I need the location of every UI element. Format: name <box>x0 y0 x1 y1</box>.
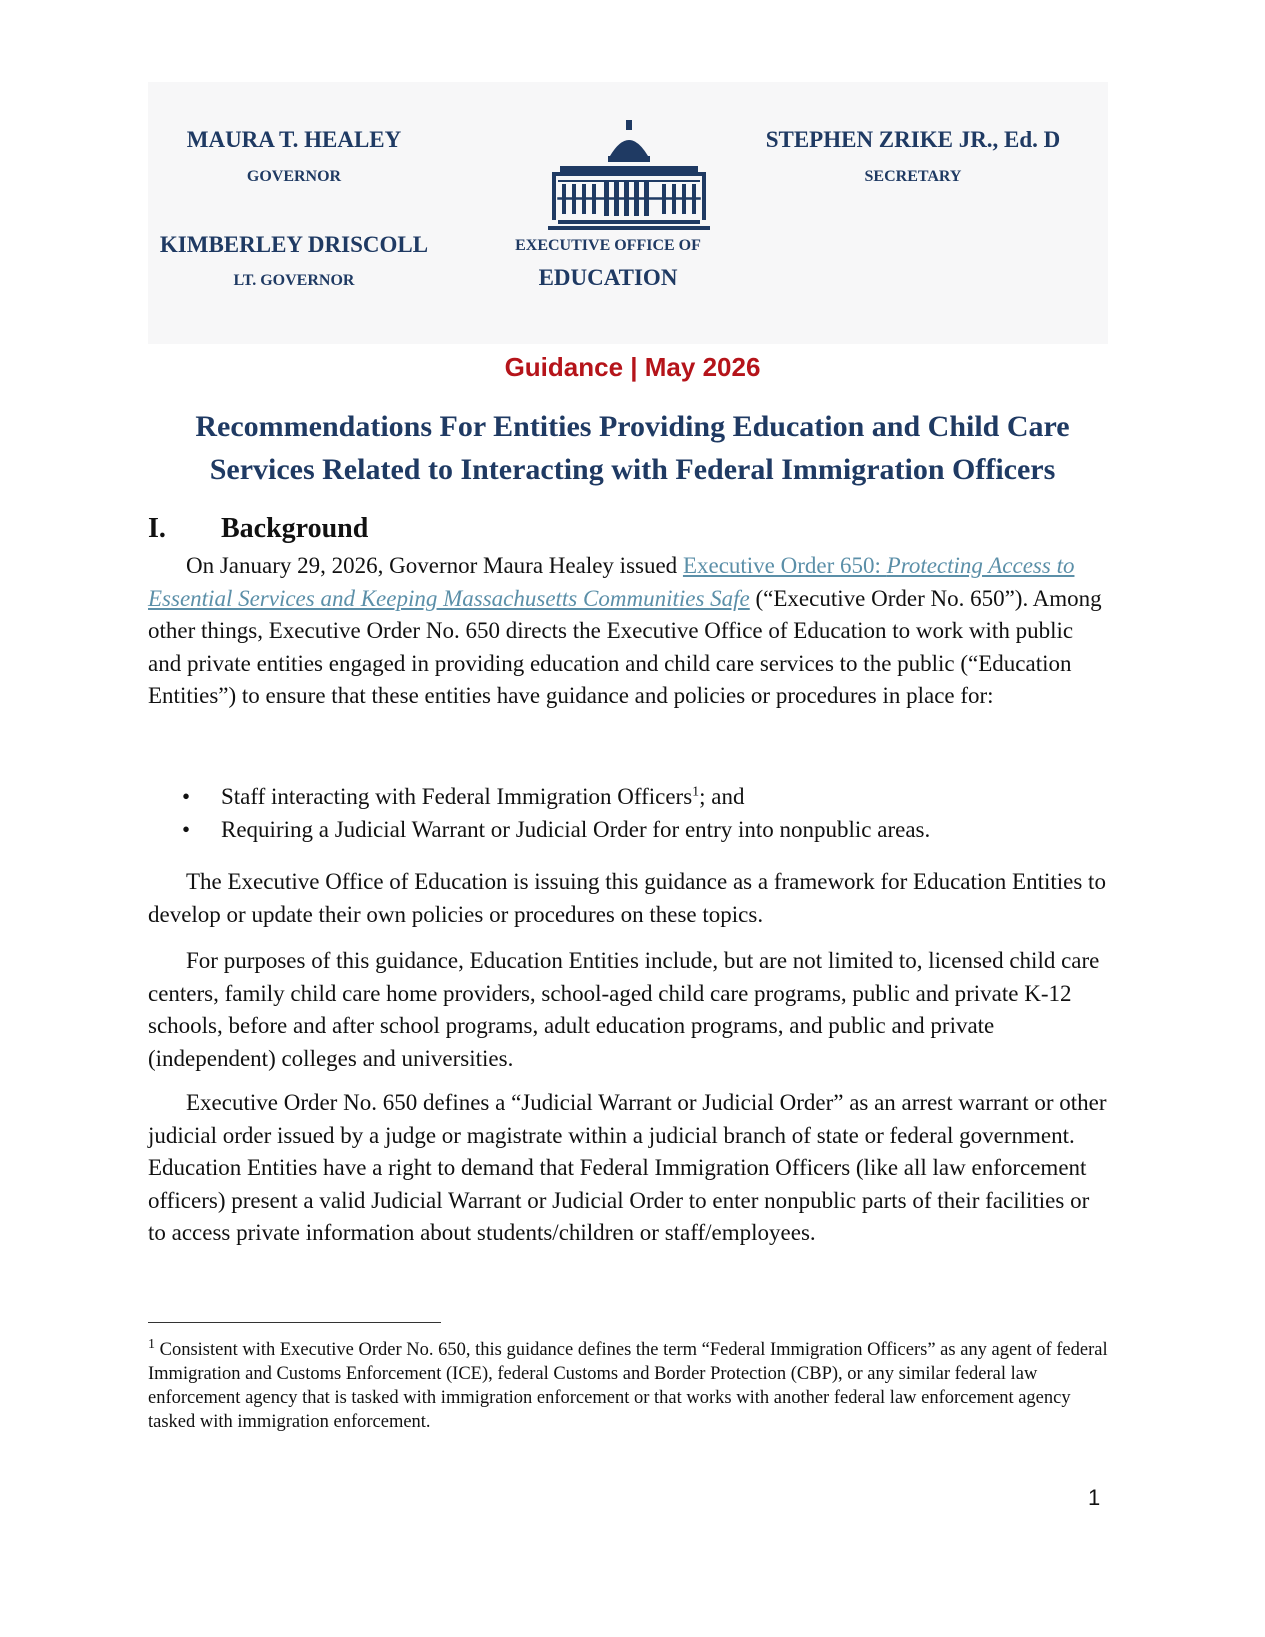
background-paragraph-4 <box>148 1087 1108 1250</box>
section-heading: Background <box>221 513 369 544</box>
p1-text-after-link: (“Executive Order No. 650”). Among other things, Executive Order No. 650 directs the Executive Office of Education to work with public and private entities engaged in providing education and child care services to the public (“Education Entities”) to ensure that these entities have guidance and policies or procedures in place for: <box>148 585 1102 708</box>
background-paragraph-3 <box>148 945 1108 1075</box>
list-item <box>148 813 1108 846</box>
bullet-text: Staff interacting with Federal Immigration Officers <box>221 784 693 809</box>
bullet-icon: • <box>182 817 191 842</box>
section-number: I. <box>148 513 166 544</box>
footnote-divider <box>148 1322 441 1323</box>
p1-text-before-link: On January 29, 2026, Governor Maura Healey issued <box>186 553 683 578</box>
footnote-marker: 1 <box>148 1336 155 1352</box>
bullet-text: Requiring a Judicial Warrant or Judicial Order for entry into nonpublic areas. <box>221 817 931 842</box>
page-number: 1 <box>1088 1485 1101 1510</box>
link-italic-text: Protecting Access to Essential Services and Keeping Massachusetts Communities Safe <box>148 553 1075 611</box>
link-text: Executive Order 650: <box>682 553 887 578</box>
governor-title: GOVERNOR <box>246 168 342 185</box>
title-line-1: Recommendations For Entities Providing Education and Child Care <box>195 410 1070 443</box>
state-house-seal-icon <box>548 120 710 230</box>
bullet-text-suffix: ; and <box>699 784 745 809</box>
bullet-icon: • <box>182 784 191 809</box>
office-name: EDUCATION <box>538 265 678 290</box>
footnote-text: Consistent with Executive Order No. 650, this guidance defines the term “Federal Immigration Officers” as any agent of federal Immigration and Customs Enforcement (ICE), federal Customs and Border Protection (CBP), or any similar federal law enforcement agency that is tasked with immigration enforcement or that works with another federal law enforcement agency tasked with immigration enforcement. <box>148 1340 1108 1432</box>
lt-governor-title: LT. GOVERNOR <box>233 272 355 289</box>
secretary-name: STEPHEN ZRIKE JR., Ed. D <box>765 127 1061 152</box>
footnote-ref-link[interactable]: 1 <box>692 784 700 800</box>
background-paragraph-1 <box>148 550 1108 713</box>
lt-governor-name: KIMBERLEY DRISCOLL <box>159 232 429 257</box>
document-title <box>100 405 1165 491</box>
list-item <box>148 780 1108 813</box>
guidance-label: Guidance | May 2026 <box>504 352 761 382</box>
footnote <box>148 1338 1108 1434</box>
bullet-list <box>148 780 1108 846</box>
title-line-2: Services Related to Interacting with Federal Immigration Officers <box>209 453 1056 486</box>
p4-text: Executive Order No. 650 defines a “Judicial Warrant or Judicial Order” as an arrest warrant or other judicial order issued by a judge or magistrate within a judicial branch of state or federal government. Education Entities have a right to demand that Federal Immigration Officers (like all law enforcement officers) present a valid Judicial Warrant or Judicial Order to enter nonpublic parts of their facilities or to access private information about students/children or staff/employees. <box>148 1090 1107 1245</box>
secretary-title: SECRETARY <box>864 168 962 185</box>
office-line: EXECUTIVE OFFICE OF <box>515 237 701 254</box>
p2-text: The Executive Office of Education is issuing this guidance as a framework for Education Entities to develop or update their own policies or procedures on these topics. <box>148 869 1106 927</box>
background-paragraph-2 <box>148 866 1108 931</box>
p3-text: For purposes of this guidance, Education Entities include, but are not limited to, licensed child care centers, family child care home providers, school-aged child care programs, public and private K-12 schools, before and after school programs, adult education programs, and public and private (independent) colleges and universities. <box>148 948 1100 1071</box>
governor-name: MAURA T. HEALEY <box>186 127 402 152</box>
